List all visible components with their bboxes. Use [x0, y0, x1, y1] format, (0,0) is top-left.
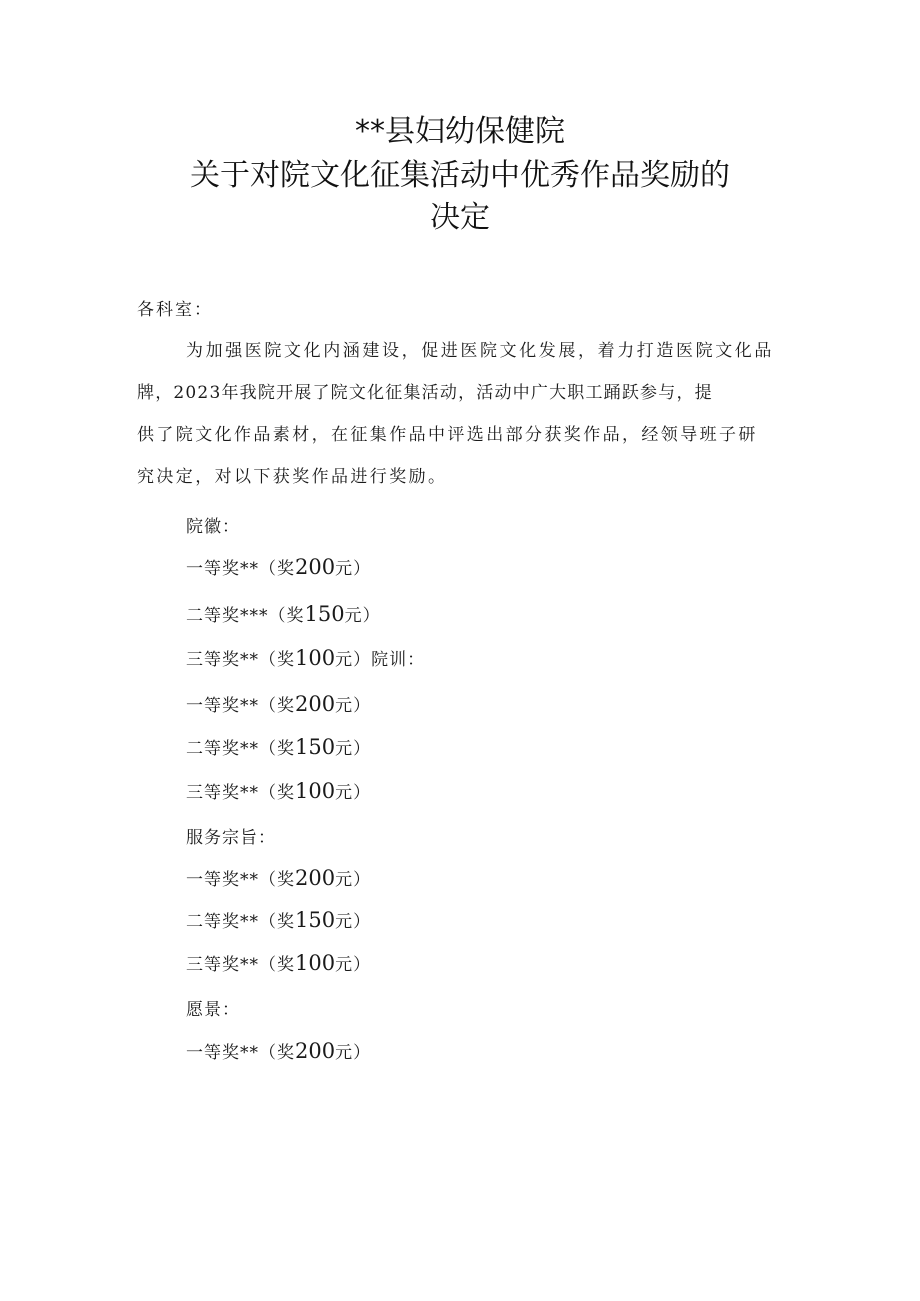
paragraph-line: 为加强医院文化内涵建设，促进医院文化发展，着力打造医院文化品 [186, 341, 774, 361]
award-item: 二等奖**（奖150元） [186, 908, 372, 932]
award-item: 一等奖**（奖200元） [186, 692, 372, 716]
award-item: 三等奖**（奖100元）院训： [186, 646, 426, 670]
award-item: 二等奖***（奖150元） [186, 602, 381, 626]
section-heading-vision: 愿景： [186, 1000, 240, 1020]
award-item: 一等奖**（奖200元） [186, 866, 372, 890]
award-item: 一等奖**（奖200元） [186, 1039, 372, 1063]
document-title-line-2: 关于对院文化征集活动中优秀作品奖励的 [190, 158, 730, 193]
document-title-line-3: 决定 [430, 200, 490, 235]
award-item: 三等奖**（奖100元） [186, 779, 372, 803]
award-item: 一等奖**（奖200元） [186, 555, 372, 579]
document-title-line-1: **县妇幼保健院 [355, 114, 565, 149]
award-item: 三等奖**（奖100元） [186, 951, 372, 975]
section-heading-emblem: 院徽： [186, 517, 240, 537]
section-heading-service: 服务宗旨： [186, 828, 276, 848]
salutation: 各科室： [137, 300, 213, 320]
paragraph-line: 牌，2023年我院开展了院文化征集活动，活动中广大职工踊跃参与，提 [137, 383, 713, 403]
award-item: 二等奖**（奖150元） [186, 735, 372, 759]
paragraph-line: 供了院文化作品素材，在征集作品中评选出部分获奖作品，经领导班子研 [137, 425, 758, 445]
paragraph-line: 究决定，对以下获奖作品进行奖励。 [137, 467, 448, 487]
